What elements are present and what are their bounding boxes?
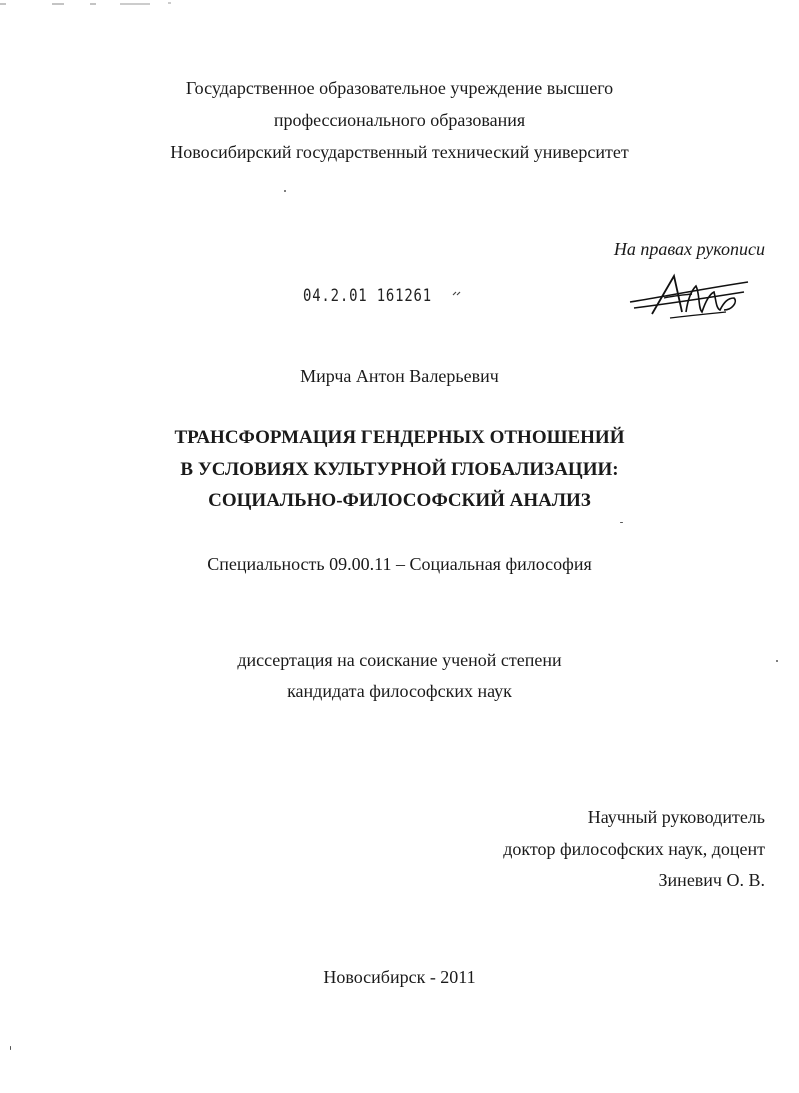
signature-image (626, 268, 754, 322)
code-tick-mark (452, 290, 462, 298)
author-name: Мирча Антон Валерьевич (300, 366, 499, 386)
title-line-2: В УСЛОВИЯХ КУЛЬТУРНОЙ ГЛОБАЛИЗАЦИИ: (180, 459, 619, 480)
scan-speck (620, 522, 623, 523)
scan-speck (284, 190, 286, 192)
specialty: Специальность 09.00.11 – Социальная философия (207, 554, 592, 574)
institution-line-3: Новосибирский государственный технический университет (170, 142, 629, 162)
manuscript-note: На правах рукописи (613, 239, 765, 259)
supervisor-rank: доктор философских наук, доцент (503, 839, 765, 859)
title-line-1: ТРАНСФОРМАЦИЯ ГЕНДЕРНЫХ ОТНОШЕНИЙ (174, 427, 625, 448)
supervisor-name: Зиневич О. В. (658, 870, 765, 890)
scan-speck (776, 660, 778, 662)
degree-line-1: диссертация на соискание ученой степени (237, 650, 562, 670)
registration-code: 04.2.01 161261 (303, 286, 432, 306)
title-line-3: СОЦИАЛЬНО-ФИЛОСОФСКИЙ АНАЛИЗ (208, 490, 591, 511)
city-year: Новосибирск - 2011 (323, 967, 476, 987)
scan-speck (10, 1046, 11, 1050)
institution-line-2: профессионального образования (273, 110, 526, 130)
institution-line-1: Государственное образовательное учреждение высшего (185, 78, 614, 98)
degree-line-2: кандидата философских наук (287, 681, 512, 701)
supervisor-label: Научный руководитель (587, 807, 765, 827)
scan-artifacts (0, 0, 799, 12)
